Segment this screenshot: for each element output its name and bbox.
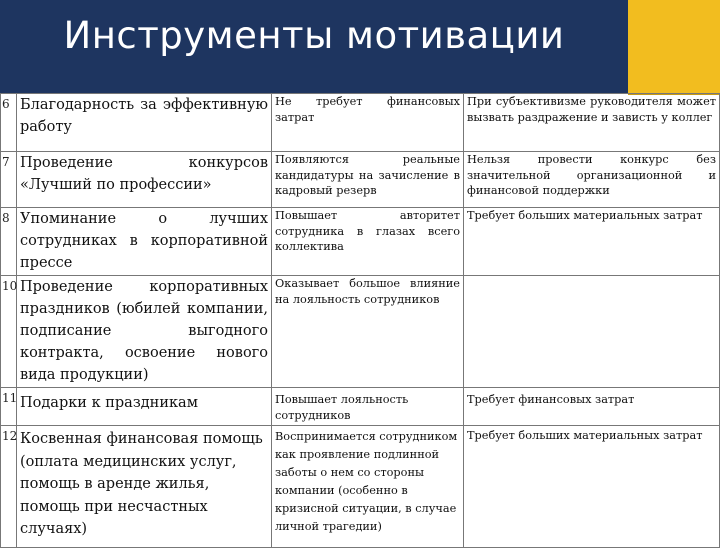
advantage-cell: Воспринимается сотрудником как проявление подлинной заботы о нем со стороны компании (особенно в кризисной ситуации, в случае личной трагедии) xyxy=(272,426,464,548)
instrument-cell: Проведение корпоративных праздников (юбилей компании, подписание выгодного контракта, освоение нового вида продукции) xyxy=(17,276,272,388)
title-bar xyxy=(0,0,628,93)
motivation-table xyxy=(0,93,720,548)
instrument-cell: Проведение конкурсов «Лучший по профессии» xyxy=(17,152,272,208)
row-number: 11 xyxy=(1,388,17,426)
table-row xyxy=(1,388,720,426)
row-number: 8 xyxy=(1,208,17,276)
row-number: 10 xyxy=(1,276,17,388)
instrument-cell: Упоминание о лучших сотрудниках в корпоративной прессе xyxy=(17,208,272,276)
accent-bar xyxy=(628,0,720,93)
advantage-cell: Оказывает большое влияние на лояльность сотрудников xyxy=(272,276,464,388)
disadvantage-cell xyxy=(464,276,720,388)
slide-title: Инструменты мотивации xyxy=(63,14,565,57)
disadvantage-cell: Требует больших материальных затрат xyxy=(464,426,720,548)
table-row xyxy=(1,426,720,548)
advantage-cell: Повышает лояльность сотрудников xyxy=(272,388,464,426)
disadvantage-cell: При субъективизме руководителя может вызвать раздражение и зависть у коллег xyxy=(464,94,720,152)
instrument-cell: Подарки к праздникам xyxy=(17,388,272,426)
advantage-cell: Появляются реальные кандидатуры на зачисление в кадровый резерв xyxy=(272,152,464,208)
advantage-cell: Повышает авторитет сотрудника в глазах всего коллектива xyxy=(272,208,464,276)
table-row xyxy=(1,94,720,152)
row-number: 12 xyxy=(1,426,17,548)
table-row xyxy=(1,208,720,276)
advantage-cell: Не требует финансовых затрат xyxy=(272,94,464,152)
table-row xyxy=(1,276,720,388)
instrument-cell: Благодарность за эффективную работу xyxy=(17,94,272,152)
row-number: 7 xyxy=(1,152,17,208)
disadvantage-cell: Требует финансовых затрат xyxy=(464,388,720,426)
table-row xyxy=(1,152,720,208)
instrument-cell: Косвенная финансовая помощь (оплата медицинских услуг, помощь в аренде жилья, помощь при несчастных случаях) xyxy=(17,426,272,548)
disadvantage-cell: Нельзя провести конкурс без значительной организационной и финансовой поддержки xyxy=(464,152,720,208)
disadvantage-cell: Требует больших материальных затрат xyxy=(464,208,720,276)
row-number: 6 xyxy=(1,94,17,152)
